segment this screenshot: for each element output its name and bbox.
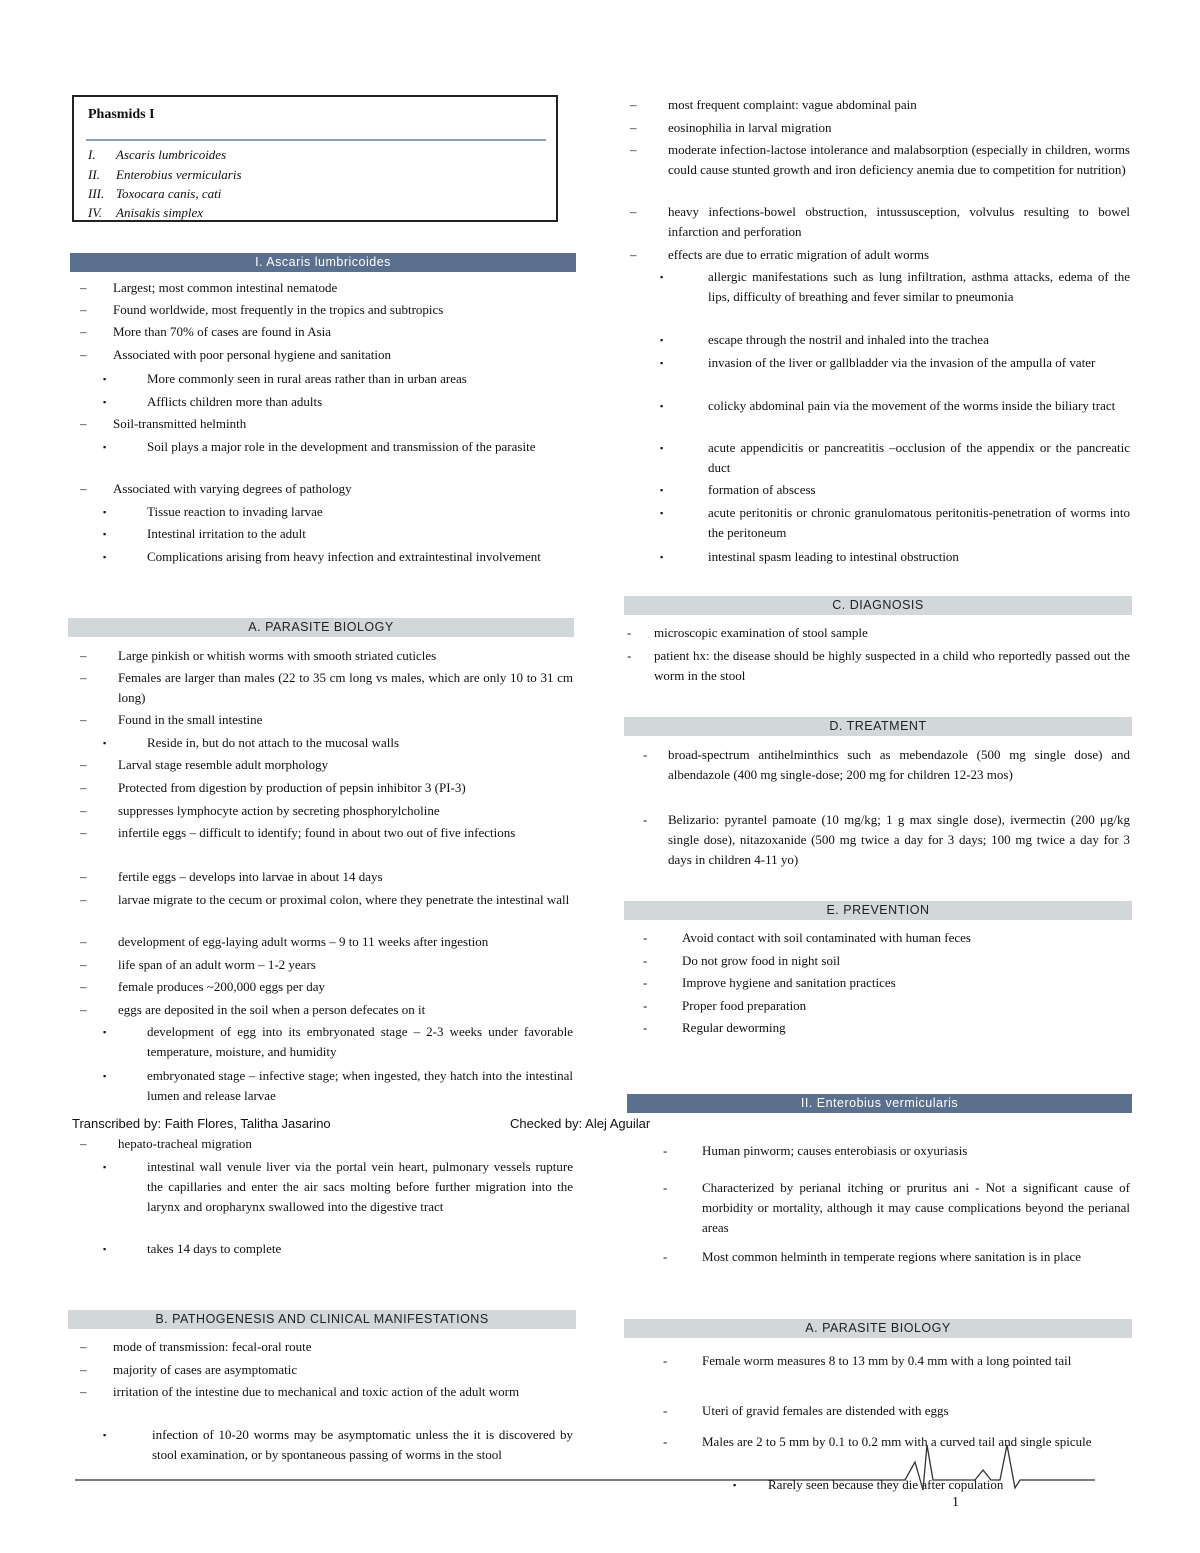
bullet-icon: ▪ bbox=[103, 1430, 107, 1440]
page-number: 1 bbox=[952, 1495, 959, 1510]
list-item-text: Protected from digestion by production of pepsin inhibitor 3 (PI-3) bbox=[118, 780, 466, 795]
section-header-treatment: D. TREATMENT bbox=[624, 717, 1132, 736]
section-header-ascaris: I. Ascaris lumbricoides bbox=[70, 253, 576, 272]
list-item-text: Avoid contact with soil contaminated with human feces bbox=[682, 930, 971, 945]
bullet-icon: ▪ bbox=[733, 1480, 737, 1490]
section-header-enterobius: II. Enterobius vermicularis bbox=[627, 1094, 1132, 1113]
list-item-text: invasion of the liver or gallbladder via the invasion of the ampulla of vater bbox=[708, 355, 1096, 370]
list-item-text: Larval stage resemble adult morphology bbox=[118, 757, 329, 772]
dash-marker: – bbox=[80, 324, 87, 339]
dash-marker: – bbox=[80, 302, 87, 317]
list-item-text: escape through the nostril and inhaled into the trachea bbox=[708, 332, 989, 347]
list-item-text: infection of 10-20 worms may be asymptomatic unless the it is discovered by stool examination, or by spontaneous passing of worms in the stool bbox=[152, 1427, 573, 1462]
bullet-icon: ▪ bbox=[660, 485, 664, 495]
list-item-text: broad-spectrum antihelminthics such as mebendazole (500 mg single dose) and albendazole (400 mg single-dose; 200 mg for children 12-23 mos) bbox=[668, 747, 1130, 782]
bullet-icon: ▪ bbox=[660, 552, 664, 562]
dash-marker: – bbox=[80, 892, 87, 907]
list-item-text: allergic manifestations such as lung infiltration, asthma attacks, edema of the lips, difficulty of breathing and fever similar to pneumonia bbox=[708, 269, 1130, 304]
dash-marker: – bbox=[80, 934, 87, 949]
list-item-text: Human pinworm; causes enterobiasis or oxyuriasis bbox=[702, 1143, 968, 1158]
toc-item: III. Toxocara canis, cati bbox=[88, 186, 222, 201]
toc-item: II. Enterobius vermicularis bbox=[88, 167, 242, 182]
list-item-text: moderate infection-lactose intolerance and malabsorption (especially in children, worms could cause stunted growth and iron deficiency anemia due to competition for nutrition) bbox=[668, 142, 1130, 177]
section-header-diagnosis: C. DIAGNOSIS bbox=[624, 596, 1132, 615]
list-item-text: Most common helminth in temperate regions where sanitation is in place bbox=[702, 1249, 1082, 1264]
list-item-text: microscopic examination of stool sample bbox=[654, 625, 868, 640]
dash-marker: – bbox=[80, 1136, 87, 1151]
bullet-icon: ▪ bbox=[660, 443, 664, 453]
bullet-icon: ▪ bbox=[103, 442, 107, 452]
dash-marker: – bbox=[630, 120, 637, 135]
list-item-text: eggs are deposited in the soil when a person defecates on it bbox=[118, 1002, 426, 1017]
dash-marker: – bbox=[80, 803, 87, 818]
bullet-icon: ▪ bbox=[103, 397, 107, 407]
list-item-text: More than 70% of cases are found in Asia bbox=[113, 324, 332, 339]
list-item-text: irritation of the intestine due to mechanical and toxic action of the adult worm bbox=[113, 1384, 520, 1399]
checked-by: Checked by: Alej Aguilar bbox=[510, 1116, 651, 1131]
bullet-icon: ▪ bbox=[660, 358, 664, 368]
dash-marker: - bbox=[663, 1180, 668, 1195]
dash-marker: – bbox=[80, 712, 87, 727]
bullet-icon: ▪ bbox=[103, 374, 107, 384]
bullet-icon: ▪ bbox=[103, 529, 107, 539]
dash-marker: – bbox=[80, 670, 87, 685]
list-item-text: development of egg into its embryonated stage – 2-3 weeks under favorable temperature, moisture, and humidity bbox=[147, 1024, 573, 1059]
dash-marker: - bbox=[643, 975, 648, 990]
list-item-text: Females are larger than males (22 to 35 cm long vs males, which are only 10 to 31 cm long) bbox=[118, 670, 573, 705]
list-item-text: life span of an adult worm – 1-2 years bbox=[118, 957, 316, 972]
toc-box bbox=[72, 95, 558, 222]
list-item-text: Characterized by perianal itching or pruritus ani - Not a significant cause of morbidity or mortality, although it may cause complications beyond the perianal areas bbox=[702, 1180, 1130, 1235]
dash-marker: - bbox=[643, 930, 648, 945]
list-item-text: Uteri of gravid females are distended with eggs bbox=[702, 1403, 949, 1418]
toc-item: IV. Anisakis simplex bbox=[88, 205, 204, 220]
dash-marker: – bbox=[80, 347, 87, 362]
transcribed-by: Transcribed by: Faith Flores, Talitha Jasarino bbox=[72, 1116, 331, 1131]
list-item-text: Found worldwide, most frequently in the tropics and subtropics bbox=[113, 302, 444, 317]
footer-heartbeat-line bbox=[75, 1440, 1100, 1500]
list-item-text: Proper food preparation bbox=[682, 998, 807, 1013]
section-header-parasite-biology: A. PARASITE BIOLOGY bbox=[68, 618, 574, 637]
list-item-text: eosinophilia in larval migration bbox=[668, 120, 832, 135]
list-item-text: heavy infections-bowel obstruction, intussusception, volvulus resulting to bowel infarction and perforation bbox=[668, 204, 1130, 239]
list-item-text: Soil-transmitted helminth bbox=[113, 416, 247, 431]
list-item-text: suppresses lymphocyte action by secreting phosphorylcholine bbox=[118, 803, 440, 818]
dash-marker: - bbox=[643, 1020, 648, 1035]
bullet-icon: ▪ bbox=[103, 507, 107, 517]
dash-marker: – bbox=[80, 1002, 87, 1017]
bullet-icon: ▪ bbox=[103, 1162, 107, 1172]
list-item-text: patient hx: the disease should be highly suspected in a child who reportedly passed out the worm in the stool bbox=[654, 648, 1130, 683]
list-item-text: Regular deworming bbox=[682, 1020, 786, 1035]
list-item-text: effects are due to erratic migration of adult worms bbox=[668, 247, 930, 262]
list-item-text: Do not grow food in night soil bbox=[682, 953, 841, 968]
list-item-text: Reside in, but do not attach to the mucosal walls bbox=[147, 735, 400, 750]
dash-marker: – bbox=[80, 416, 87, 431]
dash-marker: - bbox=[663, 1353, 668, 1368]
list-item-text: Large pinkish or whitish worms with smooth striated cuticles bbox=[118, 648, 437, 663]
bullet-icon: ▪ bbox=[660, 508, 664, 518]
list-item-text: hepato-tracheal migration bbox=[118, 1136, 252, 1151]
dash-marker: – bbox=[80, 757, 87, 772]
dash-marker: – bbox=[630, 142, 637, 157]
dash-marker: - bbox=[643, 998, 648, 1013]
list-item-text: fertile eggs – develops into larvae in about 14 days bbox=[118, 869, 383, 884]
list-item-text: most frequent complaint: vague abdominal pain bbox=[668, 97, 917, 112]
dash-marker: - bbox=[627, 648, 632, 663]
toc-title: Phasmids I bbox=[88, 107, 155, 122]
bullet-icon: ▪ bbox=[660, 401, 664, 411]
list-item-text: Tissue reaction to invading larvae bbox=[147, 504, 323, 519]
toc-divider bbox=[86, 139, 546, 141]
dash-marker: - bbox=[663, 1403, 668, 1418]
list-item-text: intestinal spasm leading to intestinal obstruction bbox=[708, 549, 959, 564]
bullet-icon: ▪ bbox=[103, 738, 107, 748]
bullet-icon: ▪ bbox=[103, 1071, 107, 1081]
dash-marker: – bbox=[80, 979, 87, 994]
list-item-text: Soil plays a major role in the development and transmission of the parasite bbox=[147, 439, 536, 454]
list-item-text: Belizario: pyrantel pamoate (10 mg/kg; 1 g max single dose), ivermectin (200 μg/kg single dose), nitazoxanide (500 mg twice a day for 3 days; 100 mg twice a day for 3 days in children 4-11 yo) bbox=[668, 812, 1130, 867]
dash-marker: – bbox=[80, 1362, 87, 1377]
dash-marker: - bbox=[643, 812, 648, 827]
bullet-icon: ▪ bbox=[103, 1027, 107, 1037]
dash-marker: - bbox=[663, 1143, 668, 1158]
dash-marker: – bbox=[80, 957, 87, 972]
list-item-text: infertile eggs – difficult to identify; found in about two out of five infections bbox=[118, 825, 516, 840]
list-item-text: Associated with varying degrees of pathology bbox=[113, 481, 352, 496]
dash-marker: – bbox=[80, 481, 87, 496]
dash-marker: – bbox=[80, 1384, 87, 1399]
list-item-text: takes 14 days to complete bbox=[147, 1241, 282, 1256]
bullet-icon: ▪ bbox=[660, 335, 664, 345]
list-item-text: intestinal wall venule liver via the portal vein heart, pulmonary vessels rupture the capillaries and enter the air sacs molting before further migration into the larynx and oropharynx swallowed into the digestive tract bbox=[147, 1159, 573, 1214]
dash-marker: – bbox=[80, 648, 87, 663]
dash-marker: – bbox=[80, 869, 87, 884]
list-item-text: majority of cases are asymptomatic bbox=[113, 1362, 298, 1377]
list-item-text: Intestinal irritation to the adult bbox=[147, 526, 306, 541]
dash-marker: - bbox=[663, 1434, 668, 1449]
dash-marker: - bbox=[663, 1249, 668, 1264]
bullet-icon: ▪ bbox=[103, 1244, 107, 1254]
toc-item: I. Ascaris lumbricoides bbox=[88, 147, 227, 162]
dash-marker: - bbox=[643, 953, 648, 968]
dash-marker: – bbox=[630, 97, 637, 112]
dash-marker: – bbox=[630, 247, 637, 262]
dash-marker: – bbox=[80, 280, 87, 295]
dash-marker: - bbox=[627, 625, 632, 640]
list-item-text: acute appendicitis or pancreatitis –occlusion of the appendix or the pancreatic duct bbox=[708, 440, 1130, 475]
list-item-text: embryonated stage – infective stage; when ingested, they hatch into the intestinal lumen and release larvae bbox=[147, 1068, 573, 1103]
list-item-text: female produces ~200,000 eggs per day bbox=[118, 979, 326, 994]
list-item-text: colicky abdominal pain via the movement of the worms inside the biliary tract bbox=[708, 398, 1116, 413]
list-item-text: Males are 2 to 5 mm by 0.1 to 0.2 mm with a curved tail and single spicule bbox=[702, 1434, 1092, 1449]
list-item-text: Associated with poor personal hygiene and sanitation bbox=[113, 347, 391, 362]
list-item-text: Female worm measures 8 to 13 mm by 0.4 mm with a long pointed tail bbox=[702, 1353, 1072, 1368]
dash-marker: – bbox=[80, 780, 87, 795]
section-header-parasite-biology-2: A. PARASITE BIOLOGY bbox=[624, 1319, 1132, 1338]
list-item-text: Improve hygiene and sanitation practices bbox=[682, 975, 896, 990]
bullet-icon: ▪ bbox=[103, 552, 107, 562]
list-item-text: More commonly seen in rural areas rather than in urban areas bbox=[147, 371, 467, 386]
list-item-text: acute peritonitis or chronic granulomatous peritonitis-penetration of worms into the peritoneum bbox=[708, 505, 1130, 540]
bullet-icon: ▪ bbox=[660, 272, 664, 282]
dash-marker: - bbox=[643, 747, 648, 762]
dash-marker: – bbox=[630, 204, 637, 219]
section-header-pathogenesis: B. PATHOGENESIS AND CLINICAL MANIFESTATIONS bbox=[68, 1310, 576, 1329]
list-item-text: Complications arising from heavy infection and extraintestinal involvement bbox=[147, 549, 541, 564]
list-item-text: Found in the small intestine bbox=[118, 712, 263, 727]
list-item-text: mode of transmission: fecal-oral route bbox=[113, 1339, 312, 1354]
section-header-prevention: E. PREVENTION bbox=[624, 901, 1132, 920]
dash-marker: – bbox=[80, 825, 87, 840]
list-item-text: Rarely seen because they die after copulation bbox=[768, 1477, 1004, 1492]
dash-marker: – bbox=[80, 1339, 87, 1354]
list-item-text: Afflicts children more than adults bbox=[147, 394, 323, 409]
list-item-text: Largest; most common intestinal nematode bbox=[113, 280, 338, 295]
list-item-text: development of egg-laying adult worms – 9 to 11 weeks after ingestion bbox=[118, 934, 489, 949]
list-item-text: larvae migrate to the cecum or proximal colon, where they penetrate the intestinal wall bbox=[118, 892, 570, 907]
list-item-text: formation of abscess bbox=[708, 482, 816, 497]
